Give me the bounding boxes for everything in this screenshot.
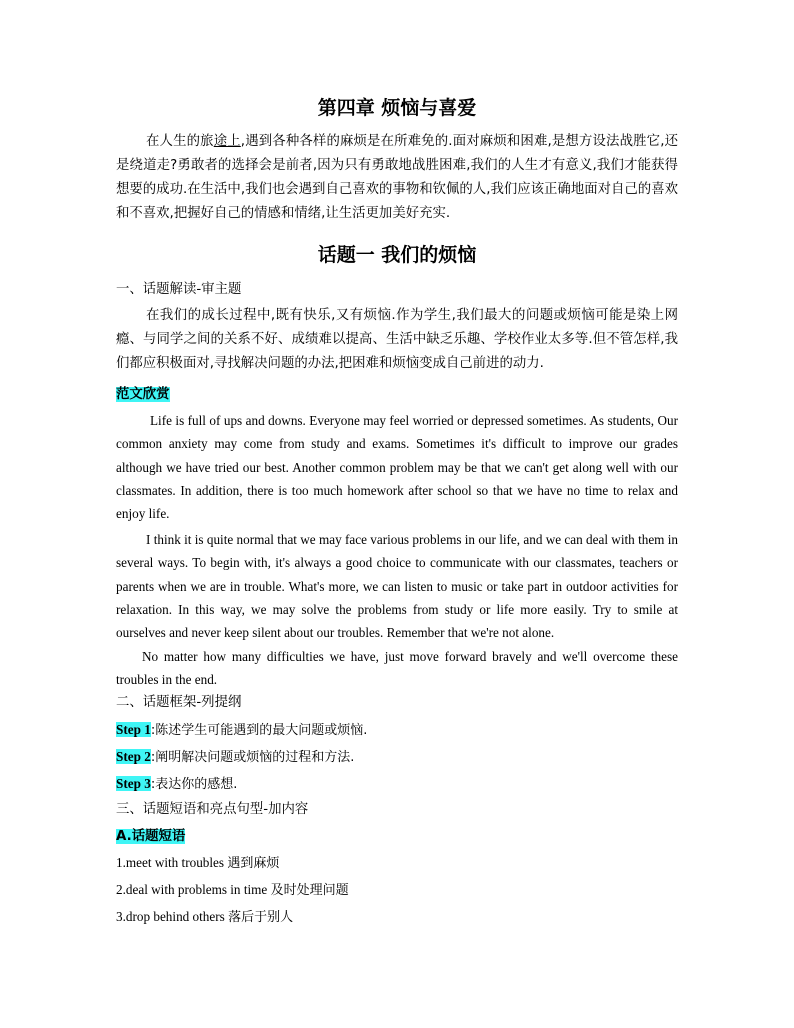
essay-paragraph-1: Life is full of ups and downs. Everyone may feel worried or depressed sometimes. As students, Our common anxiety may come from study and exams. Sometimes it's difficult to improve our grades although we have tried our best. Another common problem may be that we can't get along well with our classmates. In addition, there is too much homework after school so that we have no time to relax and enjoy life.: [116, 413, 678, 522]
phrase-3-en: 3.drop behind others: [116, 909, 229, 924]
step-3-label: Step 3: [116, 776, 151, 791]
step-2: [116, 746, 354, 769]
phrase-1-zh: 遇到麻烦: [227, 856, 280, 871]
phrase-2-zh: 及时处理问题: [270, 883, 349, 898]
section3-heading: 三、话题短语和亮点句型-加内容: [116, 802, 309, 817]
step-2-text: :阐明解决问题或烦恼的过程和方法.: [150, 750, 355, 765]
intro-text-start: 在人生的旅: [146, 134, 214, 149]
phrase-item: [116, 852, 279, 875]
phrase-2-en: 2.deal with problems in time: [116, 882, 271, 897]
sample-essay-label-text: 范文欣赏: [116, 387, 170, 402]
step-1-text: :陈述学生可能遇到的最大问题或烦恼.: [150, 723, 368, 738]
topic-title: 话题一 我们的烦恼: [317, 244, 477, 266]
essay-paragraph-2: I think it is quite normal that we may face various problems in our life, and we can deal with them in several ways. To begin with, it's always a good choice to communicate with our classmates, teachers or parents when we are in trouble. What's more, we can listen to music or take part in outdoor activities for relaxation. In this way, we may solve the problems from study or life more easily. Try to smile at ourselves and never keep silent about our troubles. Remember that we're not alone.: [116, 532, 678, 641]
intro-text-rest: ,遇到各种各样的麻烦是在所难免的.面对麻烦和困难,是想方设法战胜它,还是绕道走?勇敢者的选择会是前者,因为只有勇敢地战胜困难,我们的人生才有意义,我们才能获得想要的成功.在生活中,我们也会遇到自己喜欢的事物和钦佩的人,我们应该正确地面对自己的喜欢和不喜欢,把握好自己的情感和情绪,让生活更加美好充实.: [116, 134, 679, 221]
step-1-label: Step 1: [116, 722, 151, 737]
step-3: [116, 773, 237, 796]
chapter-title: 第四章 烦恼与喜爱: [317, 97, 477, 119]
essay-paragraph-3: No matter how many difficulties we have, just move forward bravely and we'll overcome these troubles in the end.: [116, 649, 678, 688]
step-2-label: Step 2: [116, 749, 151, 764]
sample-essay-label: [116, 384, 170, 406]
phrases-subheading-text: A.话题短语: [116, 829, 186, 844]
step-3-text: :表达你的感想.: [150, 777, 238, 792]
phrase-3-zh: 落后于别人: [228, 910, 294, 925]
phrase-1-en: 1.meet with troubles: [116, 855, 228, 870]
section1-text: 在我们的成长过程中,既有快乐,又有烦恼.作为学生,我们最大的问题或烦恼可能是染上网瘾、与同学之间的关系不好、成绩难以提高、生活中缺乏乐趣、学校作业太多等.但不管怎样,我们都应积极面对,寻找解决问题的办法,把困难和烦恼变成自己前进的动力.: [116, 308, 678, 371]
phrase-item: [116, 879, 349, 902]
intro-paragraph: [116, 130, 678, 226]
step-1: [116, 719, 367, 742]
section2-heading: 二、话题框架-列提纲: [116, 695, 242, 710]
section1-heading: 一、话题解读-审主题: [116, 282, 242, 297]
intro-underlined-text: 途上: [213, 134, 241, 149]
phrase-item: [116, 906, 293, 929]
phrases-subheading: [116, 826, 185, 848]
